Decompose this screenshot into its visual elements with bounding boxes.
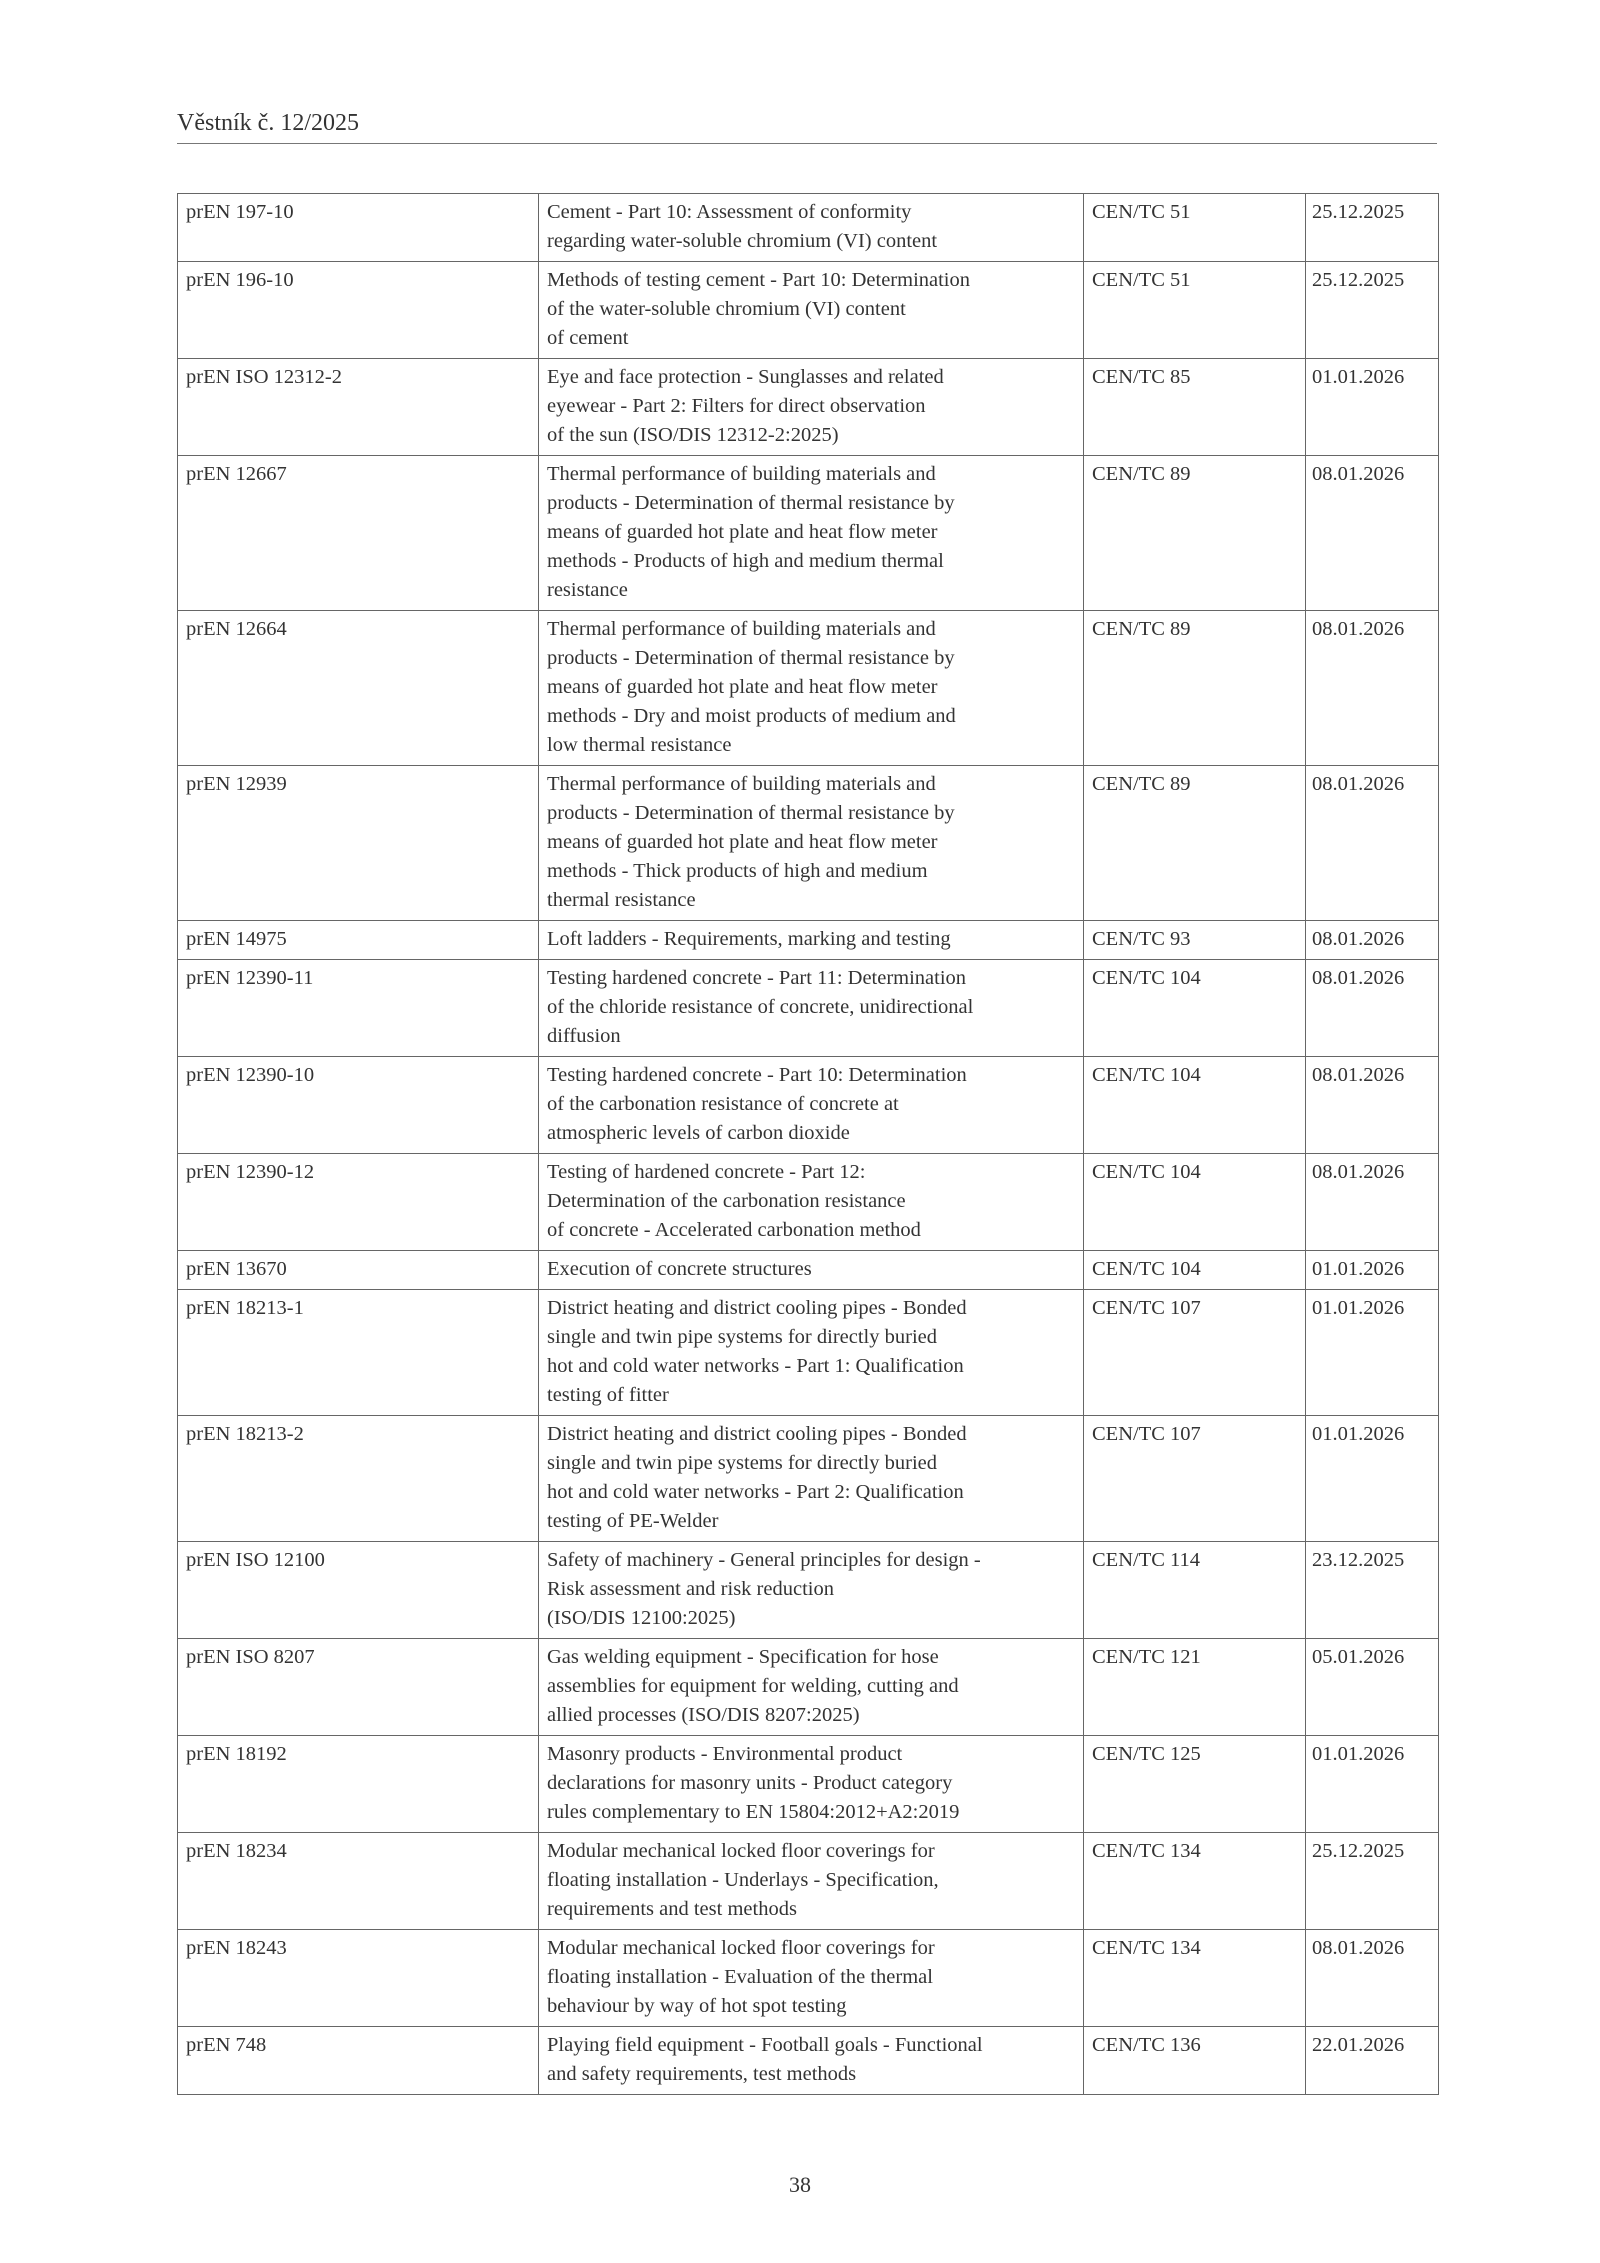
deadline-date: 08.01.2026: [1306, 611, 1439, 766]
standard-id: prEN 13670: [178, 1251, 539, 1290]
deadline-date: 22.01.2026: [1306, 2027, 1439, 2095]
standard-title-line: Risk assessment and risk reduction: [547, 1578, 834, 1600]
standard-id: prEN ISO 12100: [178, 1542, 539, 1639]
standard-title-line: declarations for masonry units - Product category: [547, 1772, 953, 1794]
standard-title-line: of cement: [547, 327, 629, 349]
technical-committee: CEN/TC 104: [1084, 1251, 1306, 1290]
table-row: [178, 766, 1439, 921]
standard-title-line: products - Determination of thermal resistance by: [547, 647, 955, 669]
standard-title-line: hot and cold water networks - Part 1: Qualification: [547, 1355, 964, 1377]
standard-title: [539, 1930, 1084, 2027]
standard-title-line: of the chloride resistance of concrete, unidirectional: [547, 996, 974, 1018]
technical-committee: CEN/TC 104: [1084, 960, 1306, 1057]
standard-id: prEN 12390-10: [178, 1057, 539, 1154]
table-row: [178, 921, 1439, 960]
standard-title-line: (ISO/DIS 12100:2025): [547, 1607, 736, 1629]
standard-title-line: Masonry products - Environmental product: [547, 1743, 903, 1765]
deadline-date: 08.01.2026: [1306, 921, 1439, 960]
standard-title-line: Testing hardened concrete - Part 11: Determination: [547, 967, 967, 989]
standard-id: prEN 12939: [178, 766, 539, 921]
standard-title-line: and safety requirements, test methods: [547, 2063, 857, 2085]
standard-title: [539, 1154, 1084, 1251]
standard-id: prEN 18192: [178, 1736, 539, 1833]
table-row: [178, 1416, 1439, 1542]
table-row: [178, 960, 1439, 1057]
table-row: [178, 611, 1439, 766]
standard-title-line: District heating and district cooling pipes - Bonded: [547, 1297, 967, 1319]
standard-title: [539, 611, 1084, 766]
technical-committee: CEN/TC 51: [1084, 262, 1306, 359]
standard-title-line: Safety of machinery - General principles for design -: [547, 1549, 981, 1571]
table-row: [178, 1930, 1439, 2027]
standard-id: prEN 748: [178, 2027, 539, 2095]
standard-title-line: testing of fitter: [547, 1384, 669, 1406]
standard-title-line: behaviour by way of hot spot testing: [547, 1995, 847, 2017]
standard-title-line: methods - Thick products of high and medium: [547, 860, 928, 882]
standard-title: [539, 262, 1084, 359]
standard-title: [539, 1833, 1084, 1930]
table-row: [178, 1057, 1439, 1154]
standard-id: prEN 18243: [178, 1930, 539, 2027]
table-row: [178, 1736, 1439, 1833]
standard-title: [539, 1251, 1084, 1290]
standard-title-line: products - Determination of thermal resistance by: [547, 802, 955, 824]
standard-title: [539, 1290, 1084, 1416]
standard-title-line: Execution of concrete structures: [547, 1258, 812, 1280]
standard-id: prEN 12390-11: [178, 960, 539, 1057]
standard-title-line: means of guarded hot plate and heat flow meter: [547, 521, 938, 543]
standard-id: prEN 197-10: [178, 194, 539, 262]
standard-title-line: floating installation - Underlays - Specification,: [547, 1869, 939, 1891]
deadline-date: 01.01.2026: [1306, 1290, 1439, 1416]
standard-title-line: Methods of testing cement - Part 10: Determination: [547, 269, 971, 291]
standard-title: [539, 1542, 1084, 1639]
standard-title-line: allied processes (ISO/DIS 8207:2025): [547, 1704, 860, 1726]
table-row: [178, 456, 1439, 611]
deadline-date: 25.12.2025: [1306, 194, 1439, 262]
technical-committee: CEN/TC 85: [1084, 359, 1306, 456]
technical-committee: CEN/TC 104: [1084, 1057, 1306, 1154]
standard-title: [539, 960, 1084, 1057]
standard-title-line: hot and cold water networks - Part 2: Qualification: [547, 1481, 964, 1503]
standard-title-line: Cement - Part 10: Assessment of conformity: [547, 201, 912, 223]
standard-title-line: Thermal performance of building materials and: [547, 618, 936, 640]
standard-title-line: resistance: [547, 579, 628, 601]
standard-title-line: single and twin pipe systems for directly buried: [547, 1326, 937, 1348]
standard-title-line: single and twin pipe systems for directly buried: [547, 1452, 937, 1474]
technical-committee: CEN/TC 114: [1084, 1542, 1306, 1639]
standard-title-line: Modular mechanical locked floor coverings for: [547, 1937, 935, 1959]
standard-title-line: thermal resistance: [547, 889, 696, 911]
standard-title-line: floating installation - Evaluation of the thermal: [547, 1966, 933, 1988]
table-row: [178, 262, 1439, 359]
table-row: [178, 1542, 1439, 1639]
deadline-date: 08.01.2026: [1306, 960, 1439, 1057]
standard-title-line: methods - Products of high and medium thermal: [547, 550, 944, 572]
standard-title-line: Testing of hardened concrete - Part 12:: [547, 1161, 866, 1183]
standard-title-line: Loft ladders - Requirements, marking and testing: [547, 928, 951, 950]
standard-title-line: low thermal resistance: [547, 734, 732, 756]
standard-title-line: atmospheric levels of carbon dioxide: [547, 1122, 850, 1144]
technical-committee: CEN/TC 93: [1084, 921, 1306, 960]
table-row: [178, 1833, 1439, 1930]
table-row: [178, 2027, 1439, 2095]
standard-id: prEN ISO 12312-2: [178, 359, 539, 456]
standard-title-line: of concrete - Accelerated carbonation method: [547, 1219, 921, 1241]
technical-committee: CEN/TC 121: [1084, 1639, 1306, 1736]
table-row: [178, 194, 1439, 262]
standard-id: prEN 18213-2: [178, 1416, 539, 1542]
deadline-date: 08.01.2026: [1306, 456, 1439, 611]
standard-title-line: requirements and test methods: [547, 1898, 797, 1920]
standard-title-line: assemblies for equipment for welding, cutting and: [547, 1675, 959, 1697]
technical-committee: CEN/TC 107: [1084, 1290, 1306, 1416]
standard-title: [539, 766, 1084, 921]
technical-committee: CEN/TC 125: [1084, 1736, 1306, 1833]
deadline-date: 01.01.2026: [1306, 1416, 1439, 1542]
technical-committee: CEN/TC 107: [1084, 1416, 1306, 1542]
standard-title-line: methods - Dry and moist products of medium and: [547, 705, 956, 727]
deadline-date: 08.01.2026: [1306, 1057, 1439, 1154]
deadline-date: 08.01.2026: [1306, 1154, 1439, 1251]
standard-title: [539, 1736, 1084, 1833]
deadline-date: 01.01.2026: [1306, 359, 1439, 456]
deadline-date: 01.01.2026: [1306, 1736, 1439, 1833]
standard-title-line: Modular mechanical locked floor coverings for: [547, 1840, 935, 1862]
table-row: [178, 1290, 1439, 1416]
deadline-date: 05.01.2026: [1306, 1639, 1439, 1736]
standard-title-line: of the carbonation resistance of concrete at: [547, 1093, 899, 1115]
page-number: 38: [789, 2172, 811, 2197]
standard-title-line: means of guarded hot plate and heat flow meter: [547, 676, 938, 698]
technical-committee: CEN/TC 136: [1084, 2027, 1306, 2095]
standard-title-line: Gas welding equipment - Specification for hose: [547, 1646, 939, 1668]
standards-table: [177, 193, 1439, 2095]
technical-committee: CEN/TC 104: [1084, 1154, 1306, 1251]
technical-committee: CEN/TC 89: [1084, 766, 1306, 921]
standard-id: prEN 196-10: [178, 262, 539, 359]
standard-title-line: Thermal performance of building materials and: [547, 773, 936, 795]
standard-id: prEN 18234: [178, 1833, 539, 1930]
standard-title-line: diffusion: [547, 1025, 621, 1047]
deadline-date: 25.12.2025: [1306, 262, 1439, 359]
standard-title-line: District heating and district cooling pipes - Bonded: [547, 1423, 967, 1445]
standard-title-line: regarding water-soluble chromium (VI) content: [547, 230, 938, 252]
standard-title-line: means of guarded hot plate and heat flow meter: [547, 831, 938, 853]
standards-table-body: [178, 194, 1439, 2095]
standard-title: [539, 359, 1084, 456]
standard-title: [539, 194, 1084, 262]
standard-title: [539, 921, 1084, 960]
standard-title-line: Determination of the carbonation resistance: [547, 1190, 906, 1212]
standard-title-line: Testing hardened concrete - Part 10: Determination: [547, 1064, 967, 1086]
table-row: [178, 1154, 1439, 1251]
technical-committee: CEN/TC 89: [1084, 456, 1306, 611]
standard-id: prEN 12667: [178, 456, 539, 611]
standard-id: prEN ISO 8207: [178, 1639, 539, 1736]
standard-title-line: Playing field equipment - Football goals - Functional: [547, 2034, 983, 2056]
deadline-date: 08.01.2026: [1306, 766, 1439, 921]
technical-committee: CEN/TC 89: [1084, 611, 1306, 766]
standard-title: [539, 456, 1084, 611]
standard-title-line: products - Determination of thermal resistance by: [547, 492, 955, 514]
standard-title-line: of the water-soluble chromium (VI) content: [547, 298, 906, 320]
standard-id: prEN 18213-1: [178, 1290, 539, 1416]
standard-id: prEN 12664: [178, 611, 539, 766]
standard-title-line: of the sun (ISO/DIS 12312-2:2025): [547, 424, 839, 446]
table-row: [178, 1251, 1439, 1290]
table-row: [178, 359, 1439, 456]
standard-title: [539, 1416, 1084, 1542]
table-row: [178, 1639, 1439, 1736]
deadline-date: 25.12.2025: [1306, 1833, 1439, 1930]
technical-committee: CEN/TC 51: [1084, 194, 1306, 262]
deadline-date: 23.12.2025: [1306, 1542, 1439, 1639]
technical-committee: CEN/TC 134: [1084, 1833, 1306, 1930]
technical-committee: CEN/TC 134: [1084, 1930, 1306, 2027]
standard-title-line: testing of PE-Welder: [547, 1510, 719, 1532]
standard-title-line: rules complementary to EN 15804:2012+A2:2019: [547, 1801, 960, 1823]
standard-title-line: Eye and face protection - Sunglasses and related: [547, 366, 944, 388]
standard-id: prEN 14975: [178, 921, 539, 960]
standard-id: prEN 12390-12: [178, 1154, 539, 1251]
standard-title-line: eyewear - Part 2: Filters for direct observation: [547, 395, 926, 417]
standard-title: [539, 2027, 1084, 2095]
deadline-date: 01.01.2026: [1306, 1251, 1439, 1290]
deadline-date: 08.01.2026: [1306, 1930, 1439, 2027]
standard-title-line: Thermal performance of building materials and: [547, 463, 936, 485]
standard-title: [539, 1639, 1084, 1736]
journal-header: Věstník č. 12/2025: [177, 110, 1437, 144]
standard-title: [539, 1057, 1084, 1154]
